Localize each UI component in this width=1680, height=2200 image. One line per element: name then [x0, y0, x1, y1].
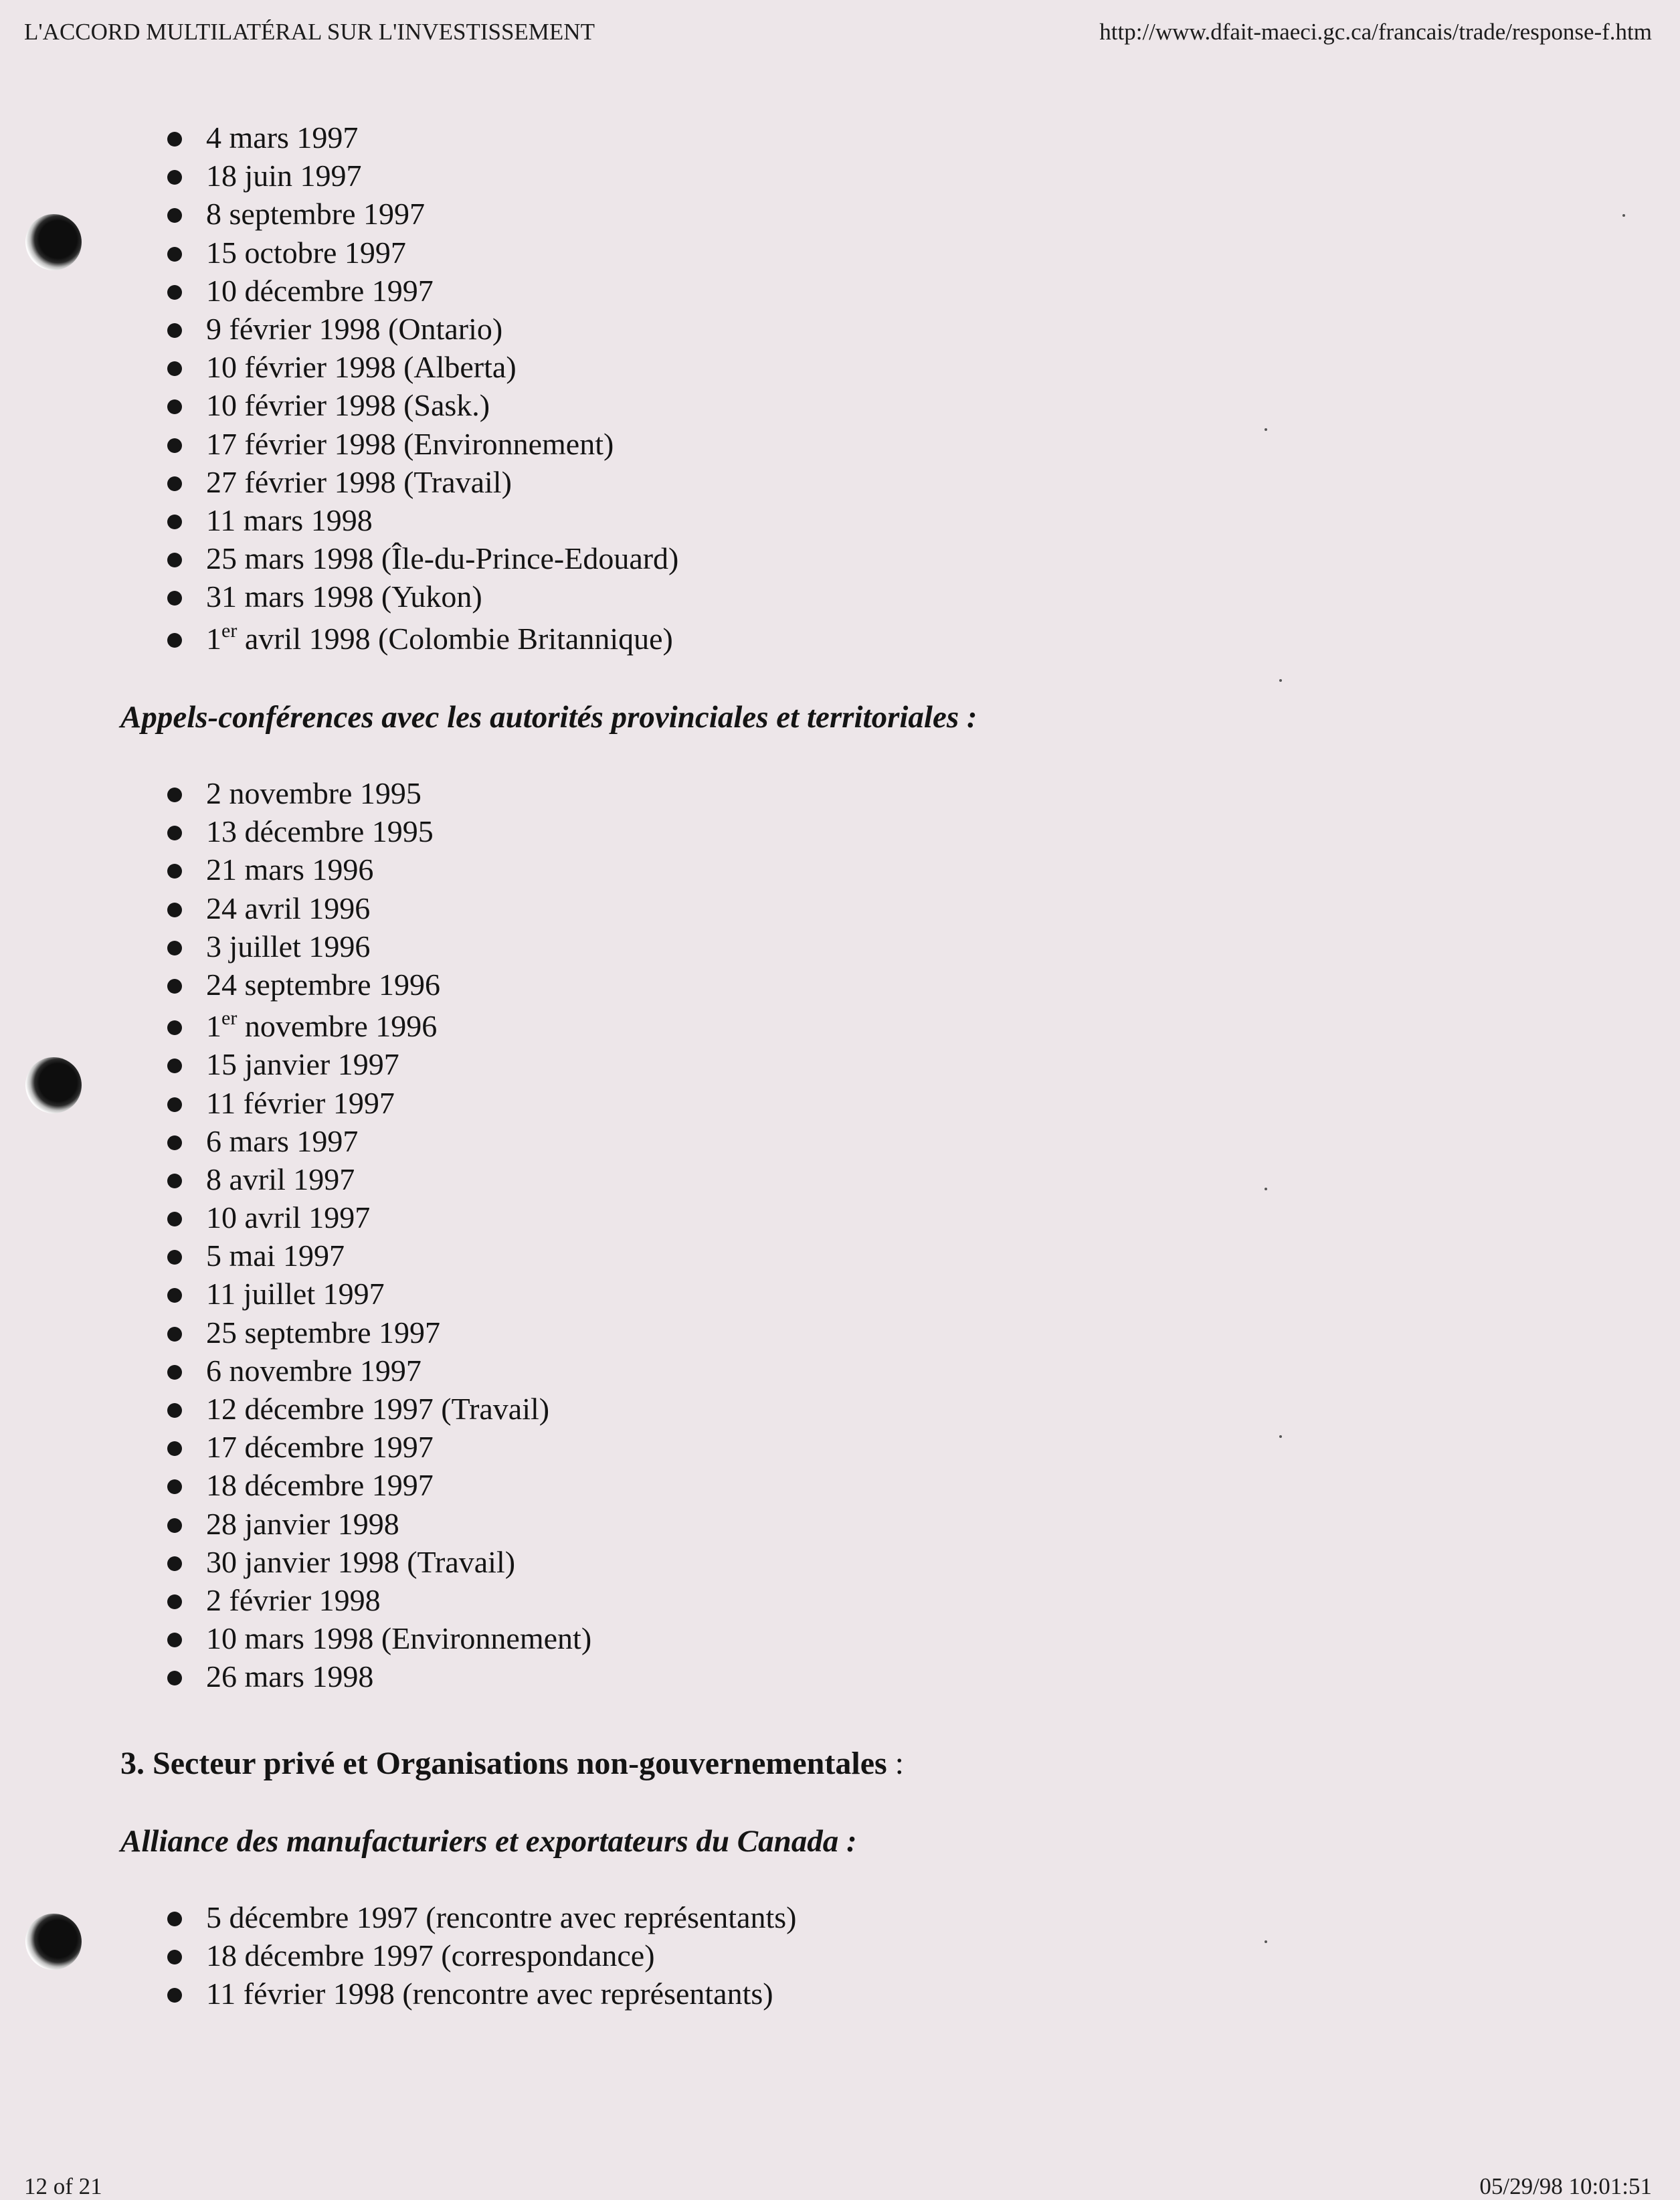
bullet-icon	[167, 1327, 182, 1342]
list-item: 5 mai 1997	[167, 1236, 591, 1275]
document-title: L'ACCORD MULTILATÉRAL SUR L'INVESTISSEMENT	[24, 19, 595, 45]
list-item: 5 décembre 1997 (rencontre avec représentants)	[167, 1898, 797, 1936]
list-item: 6 novembre 1997	[167, 1352, 591, 1390]
bullet-icon	[167, 1479, 182, 1494]
bullet-icon	[167, 1518, 182, 1533]
meeting-date-list	[167, 118, 678, 658]
bullet-icon	[167, 864, 182, 879]
bullet-icon	[167, 788, 182, 802]
list-item: 10 février 1998 (Sask.)	[167, 386, 678, 424]
list-item: 8 avril 1997	[167, 1160, 591, 1198]
list-item: 3 juillet 1996	[167, 927, 591, 966]
bullet-icon	[167, 979, 182, 994]
bullet-icon	[167, 941, 182, 955]
bullet-icon	[167, 1950, 182, 1964]
bullet-icon	[167, 591, 182, 606]
bullet-icon	[167, 285, 182, 300]
alliance-heading: Alliance des manufacturiers et exportateurs du Canada :	[120, 1824, 857, 1859]
list-item: 15 janvier 1997	[167, 1045, 591, 1083]
source-url: http://www.dfait-maeci.gc.ca/francais/trade/response-f.htm	[1099, 19, 1652, 45]
list-item: 8 septembre 1997	[167, 195, 678, 233]
bullet-icon	[167, 361, 182, 376]
bullet-icon	[167, 515, 182, 529]
bullet-icon	[167, 1097, 182, 1112]
list-item: 6 mars 1997	[167, 1122, 591, 1160]
list-item: 24 septembre 1996	[167, 966, 591, 1004]
bullet-icon	[167, 1365, 182, 1380]
bullet-icon	[167, 1288, 182, 1303]
list-item: 18 juin 1997	[167, 157, 678, 195]
bullet-icon	[167, 1556, 182, 1571]
list-item: 10 avril 1997	[167, 1198, 591, 1236]
list-item: 18 décembre 1997 (correspondance)	[167, 1936, 797, 1975]
bullet-icon	[167, 1020, 182, 1035]
scan-speck	[1265, 1188, 1267, 1190]
scan-speck	[1279, 1435, 1282, 1438]
page-number: 12 of 21	[24, 2173, 102, 2199]
provincial-calls-heading: Appels-conférences avec les autorités provinciales et territoriales :	[120, 700, 977, 735]
scan-speck	[1265, 428, 1267, 431]
bullet-icon	[167, 323, 182, 338]
bullet-icon	[167, 1671, 182, 1685]
list-item: 10 décembre 1997	[167, 272, 678, 310]
scan-speck	[1279, 679, 1282, 682]
scan-speck	[1622, 214, 1625, 217]
list-item: 26 mars 1998	[167, 1657, 591, 1695]
bullet-icon	[167, 1633, 182, 1647]
alliance-meeting-list	[167, 1898, 797, 2013]
list-item: 2 février 1998	[167, 1581, 591, 1619]
list-item: 27 février 1998 (Travail)	[167, 463, 678, 501]
list-item: 11 février 1997	[167, 1084, 591, 1122]
bullet-icon	[167, 208, 182, 223]
bullet-icon	[167, 1250, 182, 1265]
bullet-icon	[167, 553, 182, 567]
list-item: 11 mars 1998	[167, 501, 678, 539]
list-item: 1er novembre 1996	[167, 1007, 591, 1045]
print-timestamp: 05/29/98 10:01:51	[1479, 2173, 1652, 2199]
punch-hole-bottom	[25, 1914, 82, 1970]
bullet-icon	[167, 633, 182, 648]
list-item: 10 février 1998 (Alberta)	[167, 348, 678, 386]
list-item: 9 février 1998 (Ontario)	[167, 310, 678, 348]
list-item: 18 décembre 1997	[167, 1466, 591, 1504]
list-item: 25 mars 1998 (Île-du-Prince-Edouard)	[167, 539, 678, 577]
bullet-icon	[167, 247, 182, 262]
list-item: 12 décembre 1997 (Travail)	[167, 1390, 591, 1428]
list-item: 31 mars 1998 (Yukon)	[167, 577, 678, 616]
bullet-icon	[167, 1135, 182, 1150]
list-item: 21 mars 1996	[167, 850, 591, 889]
bullet-icon	[167, 170, 182, 185]
bullet-icon	[167, 1441, 182, 1456]
list-item: 13 décembre 1995	[167, 812, 591, 850]
list-item: 25 septembre 1997	[167, 1313, 591, 1352]
scan-speck	[1265, 1940, 1267, 1943]
bullet-icon	[167, 1212, 182, 1226]
list-item: 1er avril 1998 (Colombie Britannique)	[167, 620, 678, 658]
list-item: 24 avril 1996	[167, 889, 591, 927]
punch-hole-top	[25, 214, 82, 270]
section-3-heading: 3. Secteur privé et Organisations non-gouvernementales :	[120, 1746, 905, 1781]
list-item: 17 décembre 1997	[167, 1428, 591, 1466]
bullet-icon	[167, 438, 182, 453]
bullet-icon	[167, 903, 182, 917]
bullet-icon	[167, 1403, 182, 1418]
bullet-icon	[167, 132, 182, 147]
list-item: 4 mars 1997	[167, 118, 678, 157]
bullet-icon	[167, 1174, 182, 1188]
bullet-icon	[167, 826, 182, 840]
conference-call-list	[167, 774, 591, 1696]
list-item: 30 janvier 1998 (Travail)	[167, 1543, 591, 1581]
bullet-icon	[167, 476, 182, 491]
bullet-icon	[167, 1912, 182, 1926]
bullet-icon	[167, 1059, 182, 1073]
punch-hole-middle	[25, 1057, 82, 1113]
bullet-icon	[167, 1988, 182, 2003]
list-item: 11 février 1998 (rencontre avec représentants)	[167, 1975, 797, 2013]
bullet-icon	[167, 399, 182, 414]
bullet-icon	[167, 1594, 182, 1609]
list-item: 11 juillet 1997	[167, 1275, 591, 1313]
list-item: 15 octobre 1997	[167, 234, 678, 272]
list-item: 28 janvier 1998	[167, 1505, 591, 1543]
list-item: 17 février 1998 (Environnement)	[167, 425, 678, 463]
list-item: 10 mars 1998 (Environnement)	[167, 1619, 591, 1657]
list-item: 2 novembre 1995	[167, 774, 591, 812]
